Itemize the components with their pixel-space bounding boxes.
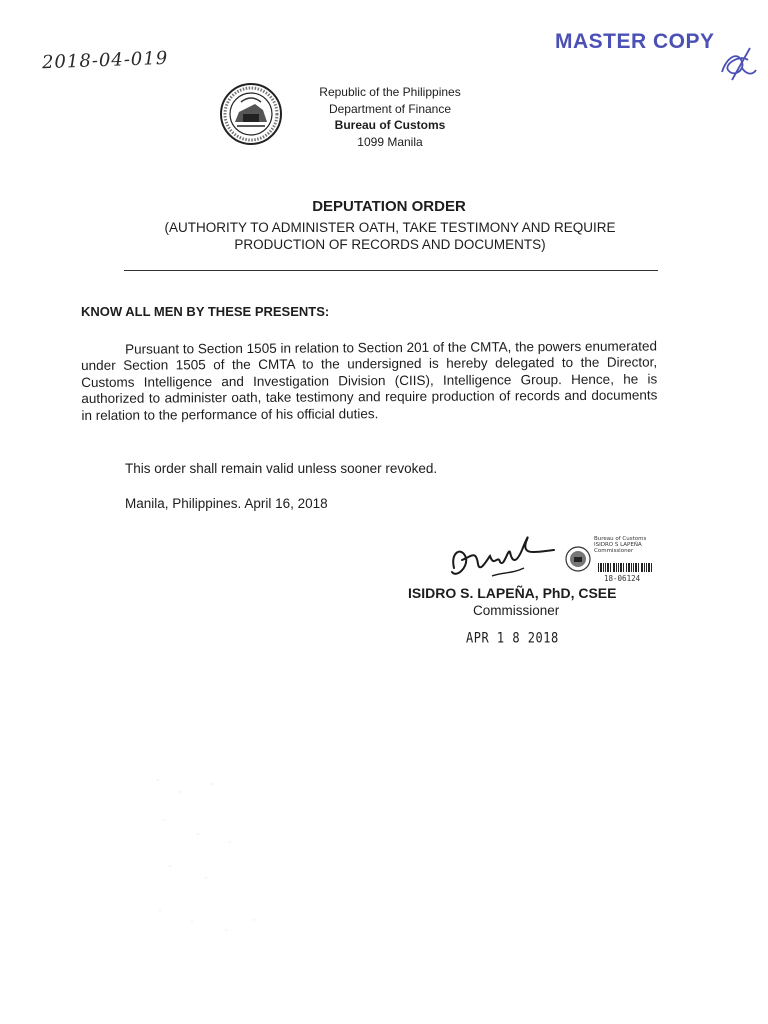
letterhead-country: Republic of the Philippines — [319, 85, 461, 99]
validity-statement: This order shall remain valid unless sooner revoked. — [125, 461, 438, 476]
barcode-number: 18-06124 — [604, 574, 641, 583]
signatory-title: Commissioner — [473, 603, 560, 618]
received-date-stamp: APR 1 8 2018 — [466, 629, 559, 647]
barcode-stamp-seal-icon — [565, 546, 591, 572]
barcode-stamp-bureau: Bureau of Customs — [594, 536, 647, 542]
body-paragraph: Pursuant to Section 1505 in relation to Section 201 of the CMTA, the powers enumerated under Section 1505 of the CMTA to the undersigned is hereby delegated to the Director, Customs Intelligence and Investigation Division (CIIS), Intelligence Group. Hence, he is authorized to administer oath, take testimony and require production of records and documents in relation to the performance of his official duties. — [81, 338, 658, 423]
signatory-name: ISIDRO S. LAPEÑA, PhD, CSEE — [408, 585, 617, 601]
master-copy-stamp: MASTER COPY — [555, 30, 715, 53]
document-subtitle — [130, 219, 650, 253]
place-and-date: Manila, Philippines. April 16, 2018 — [125, 496, 328, 511]
salutation: KNOW ALL MEN BY THESE PRESENTS: — [81, 304, 330, 319]
barcode-stamp-role: Commissioner — [594, 548, 634, 554]
title-divider — [124, 270, 658, 271]
letterhead-bureau: Bureau of Customs — [334, 118, 446, 132]
stamp-initial-signature — [712, 40, 762, 90]
bureau-of-customs-seal-icon — [219, 82, 283, 146]
reference-number: 2018-04-019 — [41, 47, 169, 74]
subtitle-line-1: (AUTHORITY TO ADMINISTER OATH, TAKE TESTIMONY AND REQUIRE — [164, 220, 616, 235]
letterhead-department: Department of Finance — [328, 101, 452, 116]
barcode-stamp-name: ISIDRO S LAPEÑA — [594, 542, 642, 548]
subtitle-line-2: PRODUCTION OF RECORDS AND DOCUMENTS) — [234, 237, 546, 252]
barcode-icon — [598, 563, 652, 572]
document-title: DEPUTATION ORDER — [312, 198, 466, 215]
handwritten-signature — [432, 528, 562, 588]
letterhead — [300, 84, 480, 150]
scan-noise — [150, 770, 260, 940]
letterhead-city: 1099 Manila — [357, 134, 423, 149]
